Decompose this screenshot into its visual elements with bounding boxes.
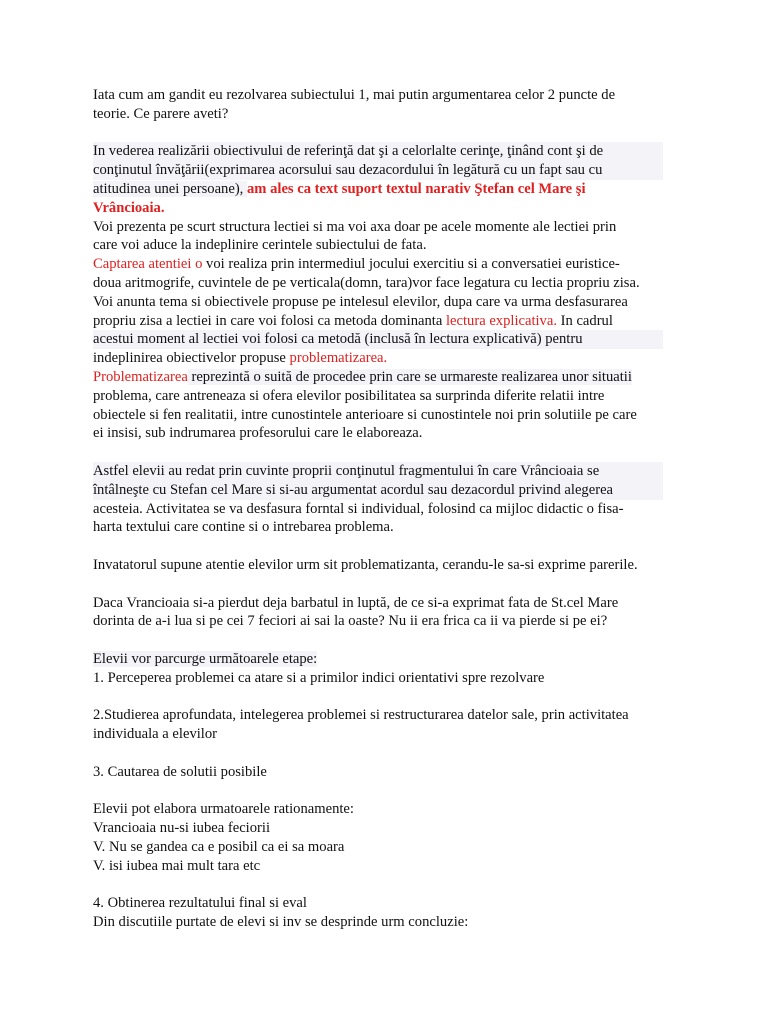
text-line: Astfel elevii au redat prin cuvinte proprii conţinutul fragmentului în care Vrâncioaia se — [93, 462, 663, 481]
final-stage-paragraph — [93, 894, 663, 932]
text-line — [93, 650, 663, 669]
highlighted-text: problematizarea. — [289, 350, 388, 367]
list-item: 1. Perceperea problemei ca atare si a primilor indici orientativi spre rezolvare — [93, 669, 545, 686]
teacher-paragraph — [93, 556, 663, 575]
stages-paragraph — [93, 650, 663, 688]
highlighted-text: Problematizarea — [93, 368, 188, 385]
stage-3-paragraph — [93, 763, 663, 782]
list-item: V. Nu se gandea ca e posibil ca ei sa moara — [93, 838, 345, 855]
text-line: Invatatorul supune atentie elevilor urm sit problematizanta, cerandu-le sa-si exprime parerile. — [93, 556, 638, 573]
text-line: teorie. Ce parere aveti? — [93, 105, 229, 122]
text-line: întâlneşte cu Stefan cel Mare si si-au argumentat acordul sau dezacordul privind alegerea — [93, 481, 663, 500]
highlighted-text: lectura explicativa. — [445, 312, 557, 329]
lesson-structure-paragraph — [93, 142, 663, 443]
text-fragment: Elevii vor parcurge următoarele etape: — [93, 650, 318, 667]
list-item: Vrancioaia nu-si iubea feciorii — [93, 820, 271, 837]
text-line — [93, 180, 663, 199]
text-line: Elevii pot elabora urmatoarele rationamente: — [93, 801, 354, 818]
text-fragment: indeplinirea obiectivelor propuse — [93, 350, 290, 367]
list-item: V. isi iubea mai mult tara etc — [93, 857, 261, 874]
text-line: Voi prezenta pe scurt structura lectiei si ma voi axa doar pe acele momente ale lectiei prin — [93, 218, 617, 235]
stage-2-paragraph — [93, 706, 663, 744]
text-line: Din discutiile purtate de elevi si inv se desprinde urm concluzie: — [93, 914, 469, 931]
text-fragment: propriu zisa a lectiei in care voi folosi ca metoda dominanta — [93, 312, 446, 329]
text-fragment: atitudinea unei persoane), — [93, 180, 247, 197]
list-item: 2.Studierea aprofundata, intelegerea problemei si restructurarea datelor sale, prin activitatea — [93, 707, 629, 724]
problem-question-paragraph — [93, 594, 663, 632]
text-line — [93, 368, 663, 387]
text-line: acesteia. Activitatea se va desfasura forntal si individual, folosind ca mijloc didactic o fisa- — [93, 500, 624, 517]
text-line: individuala a elevilor — [93, 726, 218, 743]
text-line — [93, 312, 663, 331]
text-line: care voi aduce la indeplinire cerintele subiectului de fata. — [93, 237, 427, 254]
text-line: In vederea realizării obiectivului de referinţă dat şi a celorlalte cerinţe, ţinând cont şi de — [93, 142, 663, 161]
activity-paragraph — [93, 462, 663, 537]
intro-paragraph — [93, 86, 663, 124]
text-line: doua aritmogrife, cuvintele de pe verticala(domn, tara)vor face legatura cu lectia propriu zisa. — [93, 274, 640, 291]
list-item: 4. Obtinerea rezultatului final si eval — [93, 895, 307, 912]
text-line: acestui moment al lectiei voi folosi ca metodă (inclusă în lectura explicativă) pentru — [93, 330, 663, 349]
highlighted-text: am ales ca text suport textul narativ Ştefan cel Mare şi — [246, 180, 586, 197]
document-page — [93, 86, 663, 932]
list-item: 3. Cautarea de solutii posibile — [93, 763, 267, 780]
text-fragment: voi realiza prin intermediul jocului exercitiu si a conversatiei euristice- — [202, 256, 620, 273]
text-line: ei insisi, sub indrumarea profesorului care le elaboreaza. — [93, 425, 423, 442]
text-line: obiectele si fen realitatii, intre cunostintele anterioare si cunostintele noi prin solutiile pe care — [93, 406, 637, 423]
text-line: Daca Vrancioaia si-a pierdut deja barbatul in luptă, de ce si-a exprimat fata de St.cel Mare — [93, 594, 619, 611]
text-line: dorinta de a-i lua si pe cei 7 feciori ai sai la oaste? Nu ii era frica ca ii va pierde si pe ei? — [93, 613, 608, 630]
text-line — [93, 349, 663, 368]
text-line: conţinutul învăţării(exprimarea acorsului sau dezacordului în legătură cu un fapt sau cu — [93, 161, 663, 180]
text-fragment: In cadrul — [556, 312, 613, 329]
text-line: problema, care antreneaza si ofera elevilor posibilitatea sa surprinda diferite relatii intre — [93, 387, 605, 404]
text-line: Iata cum am gandit eu rezolvarea subiectului 1, mai putin argumentarea celor 2 puncte de — [93, 87, 616, 103]
highlighted-text: Vrâncioaia. — [93, 199, 165, 216]
text-line: harta textului care contine si o intrebarea problema. — [93, 519, 394, 536]
text-line: Voi anunta tema si obiectivele propuse pe intelesul elevilor, dupa care va urma desfasurarea — [93, 293, 628, 310]
text-fragment: reprezintă o suită de procedee prin care se urmareste realizarea unor situatii — [187, 368, 632, 385]
highlighted-text: Captarea atentiei o — [93, 256, 203, 273]
reasoning-paragraph — [93, 800, 663, 875]
text-line — [93, 255, 663, 274]
